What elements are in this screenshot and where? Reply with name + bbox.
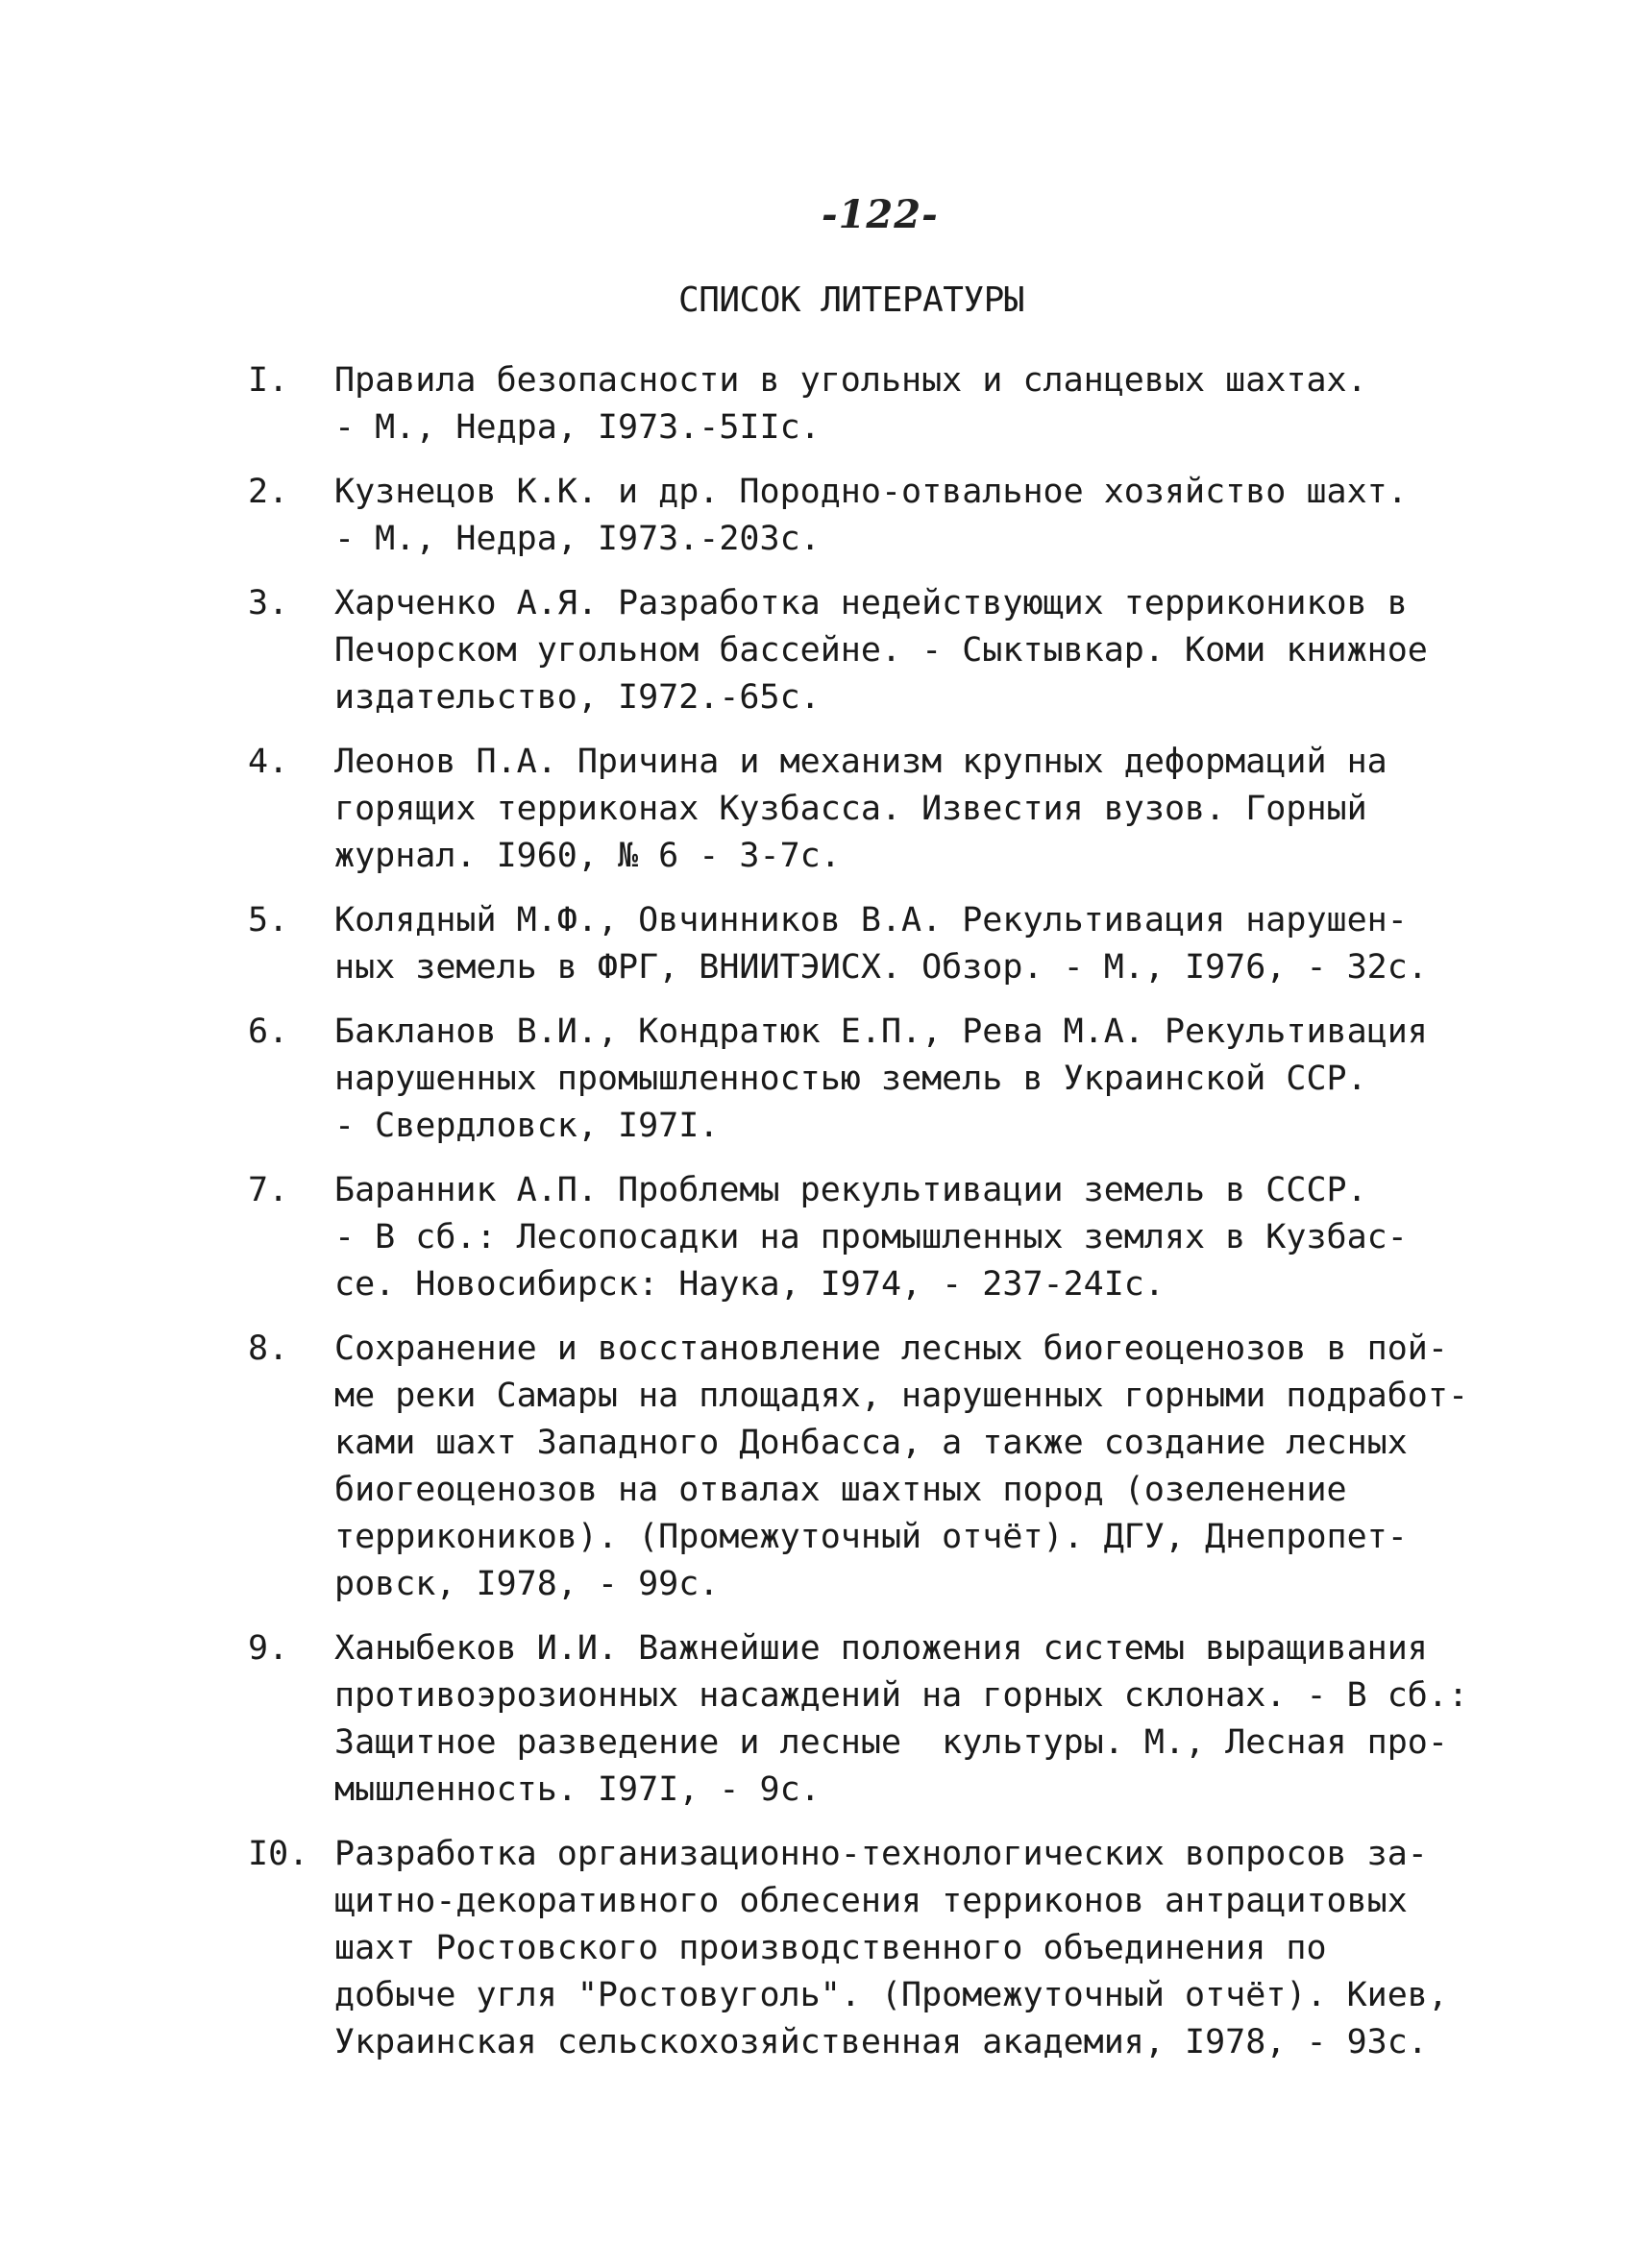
- reference-text-line: Правила безопасности в угольных и сланцевых шахтах.: [334, 361, 1367, 400]
- reference-text-line: Харченко А.Я. Разработка недействующих террикоников в: [334, 584, 1408, 622]
- reference-text-line: добыче угля "Ростовуголь". (Промежуточный отчёт). Киев,: [334, 1976, 1448, 2014]
- reference-number: 4.: [248, 743, 289, 781]
- reference-text-line: Украинская сельскохозяйственная академия, I978, - 93с.: [334, 2023, 1428, 2061]
- reference-number: 2.: [248, 473, 289, 511]
- reference-text-line: - М., Недра, I973.-203с.: [334, 520, 821, 558]
- reference-number: I.: [248, 361, 289, 400]
- reference-text-line: Защитное разведение и лесные культуры. М., Лесная про-: [334, 1723, 1448, 1762]
- reference-text-line: - М., Недра, I973.-5IIс.: [334, 408, 821, 447]
- reference-item: [248, 1326, 1469, 1608]
- reference-text-line: издательство, I972.-65с.: [334, 678, 821, 717]
- reference-text-line: биогеоценозов на отвалах шахтных пород (озеленение: [334, 1471, 1347, 1509]
- reference-text-line: журнал. I960, № 6 - 3-7с.: [334, 837, 841, 875]
- reference-text-line: ных земель в ФРГ, ВНИИТЭИСХ. Обзор. - М., I976, - 32с.: [334, 948, 1428, 987]
- reference-item: [248, 357, 1401, 451]
- reference-text-line: Леонов П.А. Причина и механизм крупных деформаций на: [334, 743, 1387, 781]
- reference-text-line: ме реки Самары на площадях, нарушенных горными подработ-: [334, 1377, 1469, 1415]
- reference-text-line: противоэрозионных насаждений на горных склонах. - В сб.:: [334, 1676, 1469, 1715]
- reference-number: 9.: [248, 1629, 289, 1668]
- reference-number: 8.: [248, 1329, 289, 1368]
- reference-text-line: - Свердловск, I97I.: [334, 1107, 720, 1145]
- reference-item: [248, 1009, 1428, 1150]
- reference-item: [248, 739, 1401, 880]
- reference-text-line: Кузнецов К.К. и др. Породно-отвальное хозяйство шахт.: [334, 473, 1408, 511]
- reference-text-line: Печорском угольном бассейне. - Сыктывкар. Коми книжное: [334, 631, 1428, 670]
- reference-text-line: Баранник А.П. Проблемы рекультивации земель в СССР.: [334, 1171, 1367, 1209]
- reference-number: I0.: [248, 1835, 309, 1873]
- reference-number: 6.: [248, 1012, 289, 1051]
- reference-text-line: шахт Ростовского производственного объединения по: [334, 1929, 1327, 1967]
- reference-number: 5.: [248, 901, 289, 939]
- page-number: -122-: [822, 192, 939, 237]
- reference-item: [248, 1625, 1469, 1814]
- reference-item: [248, 469, 1408, 563]
- reference-text-line: горящих терриконах Кузбасса. Известия вузов. Горный: [334, 790, 1367, 828]
- reference-text-line: нарушенных промышленностью земель в Украинской ССР.: [334, 1060, 1367, 1098]
- reference-text-line: ками шахт Западного Донбасса, а также создание лесных: [334, 1424, 1408, 1462]
- reference-list: [248, 357, 1469, 2084]
- reference-text-line: Разработка организационно-технологических вопросов за-: [334, 1835, 1428, 1873]
- reference-text-line: щитно-декоративного облесения терриконов антрацитовых: [334, 1882, 1408, 1920]
- reference-text-line: ровск, I978, - 99с.: [334, 1565, 720, 1603]
- reference-text-line: - В сб.: Лесопосадки на промышленных землях в Кузбас-: [334, 1218, 1408, 1256]
- reference-text-line: террикоников). (Промежуточный отчёт). ДГУ, Днепропет-: [334, 1518, 1408, 1556]
- reference-text-line: Бакланов В.И., Кондратюк Е.П., Рева М.А. Рекультивация: [334, 1012, 1428, 1051]
- reference-text-line: Колядный М.Ф., Овчинников В.А. Рекультивация нарушен-: [334, 901, 1408, 939]
- reference-text-line: Ханыбеков И.И. Важнейшие положения системы выращивания: [334, 1629, 1428, 1668]
- reference-item: [248, 897, 1428, 991]
- reference-text-line: се. Новосибирск: Наука, I974, - 237-24Iс.: [334, 1265, 1165, 1304]
- reference-number: 3.: [248, 584, 289, 622]
- reference-item: [248, 580, 1428, 721]
- reference-item: [248, 1831, 1448, 2066]
- reference-text-line: мышленность. I97I, - 9с.: [334, 1770, 821, 1809]
- reference-item: [248, 1167, 1408, 1308]
- reference-text-line: Сохранение и восстановление лесных биогеоценозов в пой-: [334, 1329, 1448, 1368]
- reference-number: 7.: [248, 1171, 289, 1209]
- page-title: СПИСОК ЛИТЕРАТУРЫ: [678, 280, 1024, 320]
